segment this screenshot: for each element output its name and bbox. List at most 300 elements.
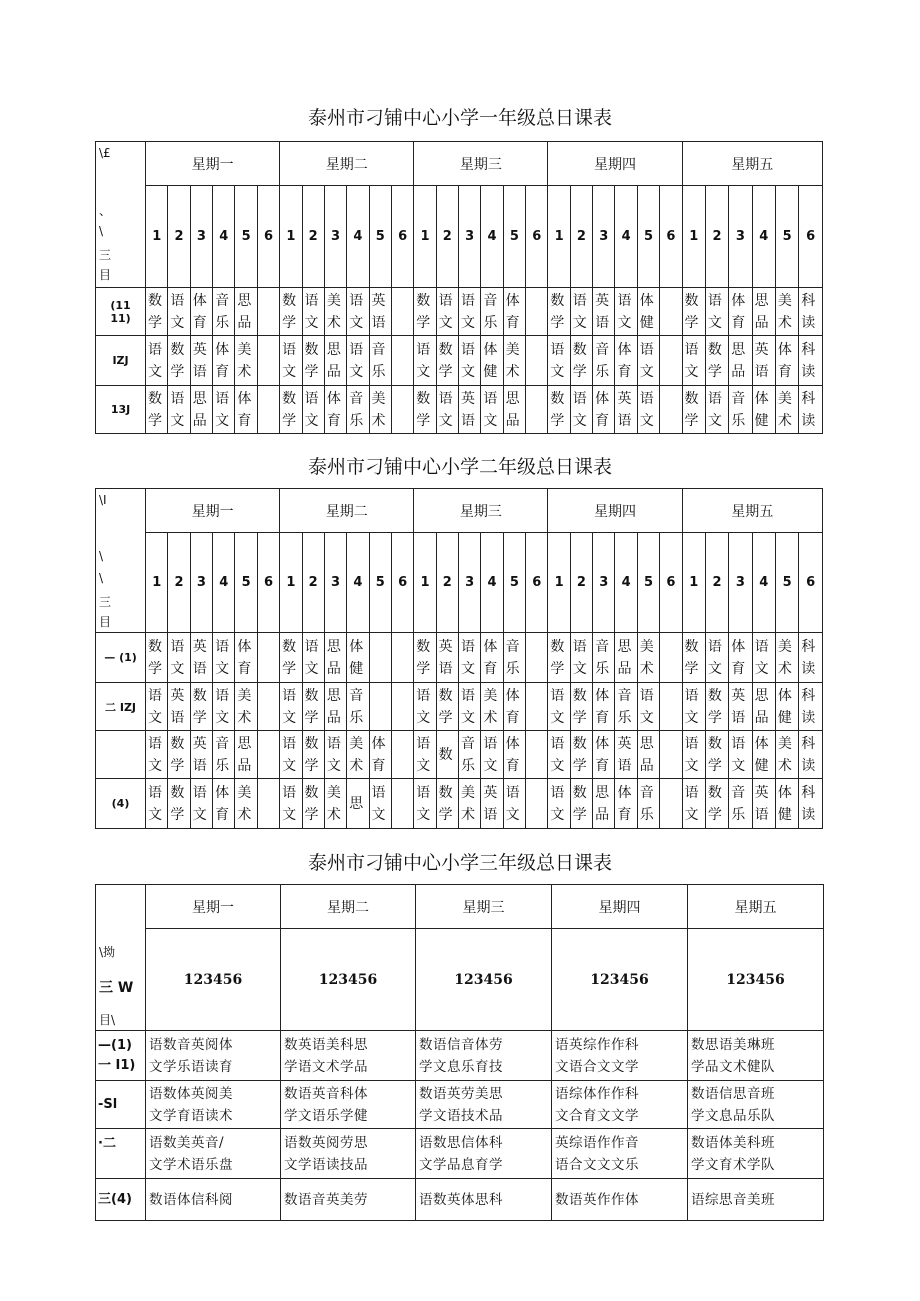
subject-cell: 体 育: [615, 779, 637, 829]
subject-cell: [257, 633, 279, 683]
period-number: 5: [775, 186, 798, 288]
subject-cell: 语 文: [637, 683, 659, 731]
subject-cell: 美 术: [637, 633, 659, 683]
subject-cell: 数 学: [190, 683, 212, 731]
subject-cell: [660, 683, 682, 731]
grade1-title: 泰州市刁铺中心小学一年级总日课表: [307, 107, 612, 129]
period-number: 6: [526, 533, 548, 633]
subject-cell: 英 语: [190, 731, 212, 779]
subject-cell: 英 语: [458, 386, 480, 434]
subject-cell: 语 文: [302, 633, 324, 683]
period-number: 2: [436, 533, 458, 633]
period-number: 2: [436, 186, 458, 288]
period-number: 1: [548, 186, 570, 288]
subject-cell: 思 品: [752, 288, 775, 336]
subject-cell: 语 文: [682, 336, 705, 386]
subject-cell: 数 学: [682, 633, 705, 683]
subject-cell: 数 学: [570, 336, 592, 386]
corner-mark: \: [99, 224, 104, 238]
period-number: 4: [752, 533, 775, 633]
subject-cell: 语 文: [705, 288, 728, 336]
subject-cell: 英 语: [593, 288, 615, 336]
subject-cell: 美 术: [369, 386, 391, 434]
subject-cell: 音 乐: [369, 336, 391, 386]
subject-cell: 语 文: [436, 288, 458, 336]
period-number: 4: [347, 186, 369, 288]
class-label: (4): [96, 779, 146, 829]
subject-cell: [526, 336, 548, 386]
subject-cell: 美 术: [775, 288, 798, 336]
period-number: 6: [526, 186, 548, 288]
day-header: 星期五: [688, 885, 824, 929]
subject-cell: 美 术: [324, 288, 346, 336]
period-number: 5: [775, 533, 798, 633]
period-number: 2: [570, 533, 592, 633]
subject-cell: 体 育: [235, 386, 257, 434]
day-header: 星期二: [281, 885, 416, 929]
subject-cell: 语 文: [146, 779, 168, 829]
period-number: 2: [168, 186, 190, 288]
subject-cell: 数 学: [146, 633, 168, 683]
subject-cell: 语 文: [729, 731, 752, 779]
period-numbers: 123456: [416, 929, 552, 1031]
class-label: —(1) 一 I1): [96, 1031, 146, 1081]
subject-cell: 体 育: [593, 386, 615, 434]
period-number: 4: [481, 186, 503, 288]
subject-cell: 思 品: [729, 336, 752, 386]
period-number: 6: [391, 186, 413, 288]
subject-cell: 音 乐: [481, 288, 503, 336]
subject-cell: 数 学: [414, 633, 436, 683]
subject-cell: 音 乐: [593, 633, 615, 683]
subject-cell: 英 语: [752, 336, 775, 386]
period-number: 3: [593, 186, 615, 288]
subject-cell: 体 育: [503, 683, 525, 731]
subject-cell: 语 文: [458, 683, 480, 731]
subject-cell: 音 乐: [593, 336, 615, 386]
subject-cell: 语 文: [481, 386, 503, 434]
corner-mark: \拗: [99, 945, 116, 959]
period-number: 6: [257, 186, 279, 288]
subject-cell: 音 乐: [503, 633, 525, 683]
subject-cell: 科 读: [799, 779, 823, 829]
subject-cell: [391, 779, 413, 829]
grade3-timetable: [95, 884, 824, 1221]
subject-cell: 英 语: [615, 386, 637, 434]
subject-cell: 体 健: [775, 683, 798, 731]
period-number: 4: [481, 533, 503, 633]
day-header: 星期五: [682, 142, 822, 186]
subject-line-cell: 语综思音美班: [688, 1179, 824, 1221]
subject-cell: 科 读: [799, 731, 823, 779]
subject-line-cell: 数语英作作体: [552, 1179, 688, 1221]
corner-mark: \I: [99, 493, 107, 507]
subject-cell: 音 乐: [615, 683, 637, 731]
period-number: 5: [503, 533, 525, 633]
period-number: 3: [324, 186, 346, 288]
subject-cell: 语 文: [570, 386, 592, 434]
corner-mark: 目: [99, 615, 112, 629]
subject-cell: 英 语: [752, 779, 775, 829]
subject-cell: [526, 779, 548, 829]
subject-cell: [391, 336, 413, 386]
subject-cell: 语 文: [548, 731, 570, 779]
subject-cell: 数 学: [682, 288, 705, 336]
subject-cell: 体 育: [213, 779, 235, 829]
subject-cell: 语 文: [458, 633, 480, 683]
period-number: 2: [570, 186, 592, 288]
subject-cell: [257, 336, 279, 386]
subject-cell: 科 读: [799, 633, 823, 683]
subject-cell: [660, 386, 682, 434]
subject-cell: 语 文: [369, 779, 391, 829]
subject-cell: [526, 683, 548, 731]
period-numbers: 123456: [281, 929, 416, 1031]
subject-cell: 语 文: [280, 731, 302, 779]
period-number: 2: [705, 186, 728, 288]
period-number: 5: [369, 186, 391, 288]
subject-cell: 美 术: [481, 683, 503, 731]
subject-cell: 语 文: [168, 386, 190, 434]
subject-cell: 数 学: [548, 288, 570, 336]
subject-cell: 语 文: [414, 336, 436, 386]
subject-cell: 体 育: [190, 288, 212, 336]
class-label: — (1): [96, 633, 146, 683]
class-label: -Sl: [96, 1081, 146, 1129]
corner-mark: \: [99, 571, 104, 585]
subject-cell: 英 语: [615, 731, 637, 779]
subject-cell: [257, 779, 279, 829]
subject-cell: 英 语: [369, 288, 391, 336]
subject-line-cell: 数语信音体劳 学文息乐育技: [416, 1031, 552, 1081]
subject-cell: 语 文: [302, 288, 324, 336]
day-header: 星期三: [414, 489, 548, 533]
subject-cell: 语 文: [414, 731, 436, 779]
subject-cell: 思 品: [503, 386, 525, 434]
class-label: [96, 731, 146, 779]
subject-line-cell: 数语英劳美思 学文语技术品: [416, 1081, 552, 1129]
subject-cell: 语 文: [705, 633, 728, 683]
subject-line-cell: 语英综作作科 文语合文文学: [552, 1031, 688, 1081]
period-number: 1: [414, 533, 436, 633]
subject-cell: 体 育: [775, 336, 798, 386]
day-header: 星期五: [682, 489, 822, 533]
subject-cell: 数 学: [548, 386, 570, 434]
subject-cell: [660, 288, 682, 336]
subject-cell: 科 读: [799, 386, 823, 434]
corner-mark: 、: [99, 204, 112, 218]
subject-cell: 语 文: [615, 288, 637, 336]
subject-cell: 体 育: [729, 633, 752, 683]
subject-cell: 数 学: [168, 731, 190, 779]
subject-cell: 思 品: [324, 683, 346, 731]
subject-cell: 数 学: [302, 731, 324, 779]
period-number: 6: [257, 533, 279, 633]
period-number: 5: [369, 533, 391, 633]
subject-cell: 语 文: [280, 336, 302, 386]
day-header: 星期一: [146, 885, 281, 929]
period-number: 2: [168, 533, 190, 633]
subject-cell: 数 学: [548, 633, 570, 683]
period-number: 6: [799, 533, 823, 633]
period-number: 1: [682, 533, 705, 633]
period-number: 4: [752, 186, 775, 288]
subject-cell: 数: [436, 731, 458, 779]
subject-cell: 语 文: [436, 386, 458, 434]
grade3-title: 泰州市刁铺中心小学三年级总日课表: [307, 852, 612, 874]
subject-cell: 数 学: [705, 683, 728, 731]
period-number: 3: [729, 533, 752, 633]
subject-cell: [369, 633, 391, 683]
subject-cell: 语 文: [637, 336, 659, 386]
period-number: 1: [280, 533, 302, 633]
subject-cell: 语 文: [548, 683, 570, 731]
subject-cell: 思 品: [190, 386, 212, 434]
subject-cell: 语 文: [570, 633, 592, 683]
subject-cell: 语 文: [213, 386, 235, 434]
subject-cell: 语 文: [414, 683, 436, 731]
subject-cell: 语 文: [347, 288, 369, 336]
subject-cell: 语 文: [213, 633, 235, 683]
subject-cell: 美 术: [347, 731, 369, 779]
grade2-title: 泰州市刁铺中心小学二年级总日课表: [307, 456, 612, 478]
subject-cell: 美 术: [775, 386, 798, 434]
subject-cell: 语 文: [302, 386, 324, 434]
subject-cell: 数 学: [436, 336, 458, 386]
subject-cell: 思 品: [615, 633, 637, 683]
subject-cell: 数 学: [436, 683, 458, 731]
subject-cell: 音 乐: [213, 731, 235, 779]
period-number: 4: [615, 533, 637, 633]
subject-cell: 数 学: [705, 779, 728, 829]
subject-cell: 音 乐: [347, 683, 369, 731]
day-header: 星期一: [146, 489, 280, 533]
period-number: 3: [729, 186, 752, 288]
subject-cell: 体 健: [775, 779, 798, 829]
subject-cell: 语 文: [705, 386, 728, 434]
period-number: 5: [503, 186, 525, 288]
subject-cell: [526, 633, 548, 683]
subject-cell: 体 育: [369, 731, 391, 779]
subject-cell: 语 文: [168, 633, 190, 683]
subject-cell: 体 健: [752, 386, 775, 434]
subject-cell: 音 乐: [637, 779, 659, 829]
corner-mark: \: [99, 549, 104, 563]
period-number: 3: [190, 186, 212, 288]
subject-cell: [391, 386, 413, 434]
subject-cell: 体 健: [637, 288, 659, 336]
period-number: 6: [391, 533, 413, 633]
subject-line-cell: 语数音英阅体 文学乐语读育: [146, 1031, 281, 1081]
subject-cell: 思: [347, 779, 369, 829]
subject-cell: 思 品: [324, 633, 346, 683]
subject-cell: 语 文: [458, 336, 480, 386]
subject-cell: 数 学: [302, 683, 324, 731]
period-number: 5: [235, 186, 257, 288]
class-label: IZJ: [96, 336, 146, 386]
subject-cell: 语 文: [146, 731, 168, 779]
corner-header-cell: [96, 885, 146, 1031]
period-numbers: 123456: [552, 929, 688, 1031]
subject-cell: 思 品: [637, 731, 659, 779]
subject-cell: 数 学: [682, 386, 705, 434]
subject-cell: 体 育: [615, 336, 637, 386]
subject-cell: 数 学: [280, 288, 302, 336]
subject-cell: 数 学: [302, 779, 324, 829]
period-number: 4: [213, 186, 235, 288]
period-number: 1: [146, 533, 168, 633]
subject-cell: 体 育: [729, 288, 752, 336]
subject-cell: 美 术: [235, 336, 257, 386]
subject-cell: [660, 336, 682, 386]
period-number: 1: [414, 186, 436, 288]
corner-header-cell: [96, 489, 146, 633]
subject-cell: 数 学: [570, 779, 592, 829]
subject-line-cell: 数语体美科班 学文育术学队: [688, 1129, 824, 1179]
period-number: 3: [190, 533, 212, 633]
subject-cell: 科 读: [799, 683, 823, 731]
subject-line-cell: 数语音英美劳: [281, 1179, 416, 1221]
subject-cell: 语 文: [146, 336, 168, 386]
subject-cell: 语 文: [146, 683, 168, 731]
subject-cell: 数 学: [570, 683, 592, 731]
subject-cell: 音 乐: [347, 386, 369, 434]
grade2-timetable: [95, 488, 823, 829]
class-label: 三(4): [96, 1179, 146, 1221]
subject-cell: [660, 731, 682, 779]
period-number: 1: [280, 186, 302, 288]
day-header: 星期二: [280, 489, 414, 533]
subject-cell: 英 语: [729, 683, 752, 731]
period-number: 3: [458, 533, 480, 633]
corner-header-cell: [96, 142, 146, 288]
subject-cell: [660, 779, 682, 829]
period-number: 5: [637, 533, 659, 633]
subject-cell: 语 文: [213, 683, 235, 731]
period-number: 4: [347, 533, 369, 633]
subject-cell: [391, 731, 413, 779]
subject-cell: 数 学: [414, 288, 436, 336]
subject-cell: [257, 288, 279, 336]
subject-cell: 语 文: [637, 386, 659, 434]
subject-cell: 语 文: [280, 683, 302, 731]
subject-cell: 体 育: [503, 731, 525, 779]
day-header: 星期四: [552, 885, 688, 929]
subject-line-cell: 数英语美科思 学语文术学品: [281, 1031, 416, 1081]
period-number: 2: [302, 533, 324, 633]
subject-cell: 体 育: [593, 683, 615, 731]
subject-cell: 体 育: [481, 633, 503, 683]
subject-line-cell: 语数英体思科: [416, 1179, 552, 1221]
subject-cell: 英 语: [190, 336, 212, 386]
day-header: 星期二: [280, 142, 414, 186]
period-number: 2: [705, 533, 728, 633]
subject-cell: 语 文: [481, 731, 503, 779]
corner-mark: 三: [99, 595, 112, 609]
subject-cell: 体 育: [213, 336, 235, 386]
subject-cell: 语 文: [682, 779, 705, 829]
period-number: 4: [615, 186, 637, 288]
subject-cell: 语 文: [324, 731, 346, 779]
subject-cell: 数 学: [168, 336, 190, 386]
period-number: 3: [458, 186, 480, 288]
day-header: 星期一: [146, 142, 280, 186]
subject-cell: 美 术: [458, 779, 480, 829]
subject-cell: [391, 633, 413, 683]
subject-cell: 思 品: [593, 779, 615, 829]
subject-cell: [660, 633, 682, 683]
subject-line-cell: 语数体英阅美 文学育语读术: [146, 1081, 281, 1129]
subject-cell: 数 学: [280, 633, 302, 683]
subject-cell: 数 学: [414, 386, 436, 434]
period-number: 6: [660, 533, 682, 633]
subject-cell: 美 术: [503, 336, 525, 386]
period-number: 5: [235, 533, 257, 633]
subject-cell: 思 品: [235, 731, 257, 779]
subject-line-cell: 英综语作作音 语合文文文乐: [552, 1129, 688, 1179]
subject-cell: 体 健: [481, 336, 503, 386]
subject-cell: 语 文: [347, 336, 369, 386]
subject-cell: 思 品: [235, 288, 257, 336]
subject-cell: 科 读: [799, 336, 823, 386]
period-number: 6: [799, 186, 823, 288]
grade1-timetable: [95, 141, 823, 434]
subject-cell: 思 品: [324, 336, 346, 386]
subject-cell: 数 学: [436, 779, 458, 829]
subject-cell: 思 品: [752, 683, 775, 731]
period-number: 1: [682, 186, 705, 288]
subject-cell: 语 文: [280, 779, 302, 829]
subject-cell: 数 学: [146, 386, 168, 434]
subject-cell: 语 文: [503, 779, 525, 829]
subject-line-cell: 语数英阅劳思 文学语读技品: [281, 1129, 416, 1179]
subject-cell: 数 学: [146, 288, 168, 336]
class-label: ·二: [96, 1129, 146, 1179]
period-number: 1: [146, 186, 168, 288]
subject-cell: 语 文: [414, 779, 436, 829]
subject-cell: 体 育: [324, 386, 346, 434]
subject-cell: [257, 683, 279, 731]
period-number: 3: [324, 533, 346, 633]
subject-cell: 语 文: [548, 779, 570, 829]
subject-cell: 体 健: [752, 731, 775, 779]
corner-mark: 三: [99, 248, 112, 262]
subject-cell: 美 术: [235, 779, 257, 829]
day-header: 星期三: [416, 885, 552, 929]
subject-cell: 数 学: [705, 336, 728, 386]
class-label: (11 11): [96, 288, 146, 336]
subject-cell: 语 文: [190, 779, 212, 829]
subject-cell: [369, 683, 391, 731]
subject-line-cell: 语数思信体科 文学品息育学: [416, 1129, 552, 1179]
subject-cell: [257, 386, 279, 434]
period-numbers: 123456: [688, 929, 824, 1031]
subject-cell: 美 术: [324, 779, 346, 829]
subject-cell: 数 学: [570, 731, 592, 779]
subject-cell: [257, 731, 279, 779]
day-header: 星期四: [548, 142, 682, 186]
subject-cell: [526, 386, 548, 434]
subject-cell: 体 育: [235, 633, 257, 683]
period-numbers: 123456: [146, 929, 281, 1031]
subject-cell: 语 文: [682, 683, 705, 731]
period-number: 1: [548, 533, 570, 633]
subject-cell: [391, 683, 413, 731]
subject-cell: 语 文: [682, 731, 705, 779]
period-number: 6: [660, 186, 682, 288]
subject-cell: [391, 288, 413, 336]
subject-cell: 语 文: [168, 288, 190, 336]
